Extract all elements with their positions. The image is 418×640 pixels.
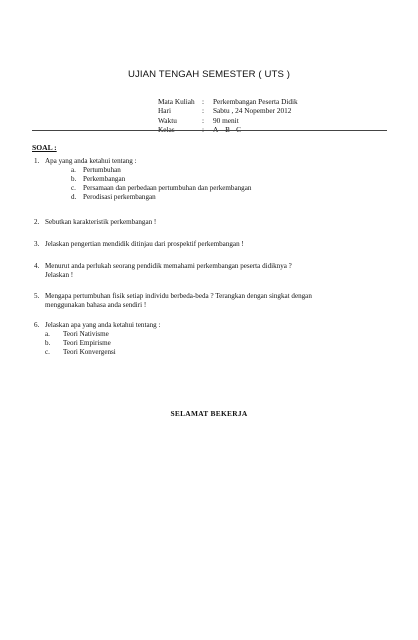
info-colon: : (202, 125, 205, 135)
info-label: Kelas (158, 125, 175, 135)
item-text: Perkembangan (83, 175, 126, 183)
item-text: Teori Konvergensi (63, 348, 116, 356)
item-index: d. (71, 193, 77, 201)
item-index: c. (71, 184, 76, 192)
question-text: Jelaskan pengertian mendidik ditinjau dari prospektif perkembangan ! (45, 240, 244, 248)
soal-heading: SOAL : (32, 143, 57, 152)
question-number: 6. (34, 321, 40, 329)
item-text: Persamaan dan perbedaan pertumbuhan dan perkembangan (83, 184, 252, 192)
question-text: Sebutkan karakteristik perkembangan ! (45, 218, 157, 226)
question-4-continuation: Jelaskan ! (45, 271, 74, 279)
item-index: a. (45, 330, 50, 338)
item-text: Pertumbuhan (83, 166, 121, 174)
info-colon: : (202, 115, 205, 125)
info-label: Hari (158, 106, 171, 116)
question-text: Jelaskan apa yang anda ketahui tentang : (45, 321, 161, 329)
item-text: Teori Nativisme (63, 330, 109, 338)
item-index: b. (45, 339, 51, 347)
item-index: c. (45, 348, 50, 356)
question-number: 2. (34, 218, 40, 226)
header-divider (32, 130, 387, 131)
question-number: 5. (34, 292, 40, 300)
question-5-continuation: menggunakan bahasa anda sendiri ! (45, 301, 147, 309)
info-label: Waktu (158, 115, 177, 125)
info-label: Mata Kuliah (158, 97, 195, 106)
question-text: Apa yang anda ketahui tentang : (45, 157, 137, 165)
info-value: Sabtu , 24 Nopember 2012 (213, 106, 292, 116)
exam-title: UJIAN TENGAH SEMESTER ( UTS ) (127, 69, 291, 80)
item-index: a. (71, 166, 76, 174)
info-value: Perkembangan Peserta Didik (213, 97, 298, 106)
question-number: 3. (34, 240, 40, 248)
question-number: 4. (34, 262, 40, 270)
info-colon: : (202, 106, 205, 116)
question-text: Menurut anda perlukah seorang pendidik memahami perkembangan peserta didiknya ? (45, 262, 292, 270)
info-value: 90 menit (213, 115, 239, 125)
closing-message: SELAMAT BEKERJA (170, 409, 248, 418)
item-index: b. (71, 175, 77, 183)
question-number: 1. (34, 157, 40, 165)
item-text: Perodisasi perkembangan (83, 193, 156, 201)
info-colon: : (202, 97, 205, 106)
question-text: Mengapa pertumbuhan fisik setiap individu berbeda-beda ? Terangkan dengan singkat dengan (45, 292, 312, 300)
info-value: A – B - C (213, 125, 241, 135)
item-text: Teori Empirisme (63, 339, 111, 347)
